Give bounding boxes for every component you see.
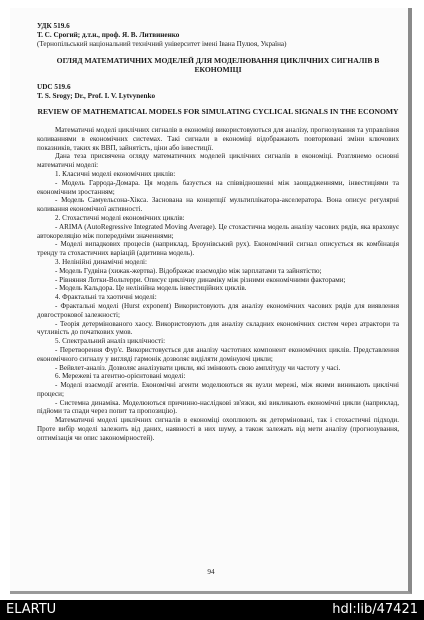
list-item: - Системна динаміка. Моделюються причинно-наслідкові зв'язки, які викликають економічні цикли (наприклад, підйоми та спади через попит та пропозицію).	[37, 398, 399, 416]
list-item: - Модель Кальдора. Це нелінійна модель інвестиційних циклів.	[55, 284, 247, 293]
list-heading: 5. Спектральний аналіз циклічності:	[55, 337, 166, 346]
list-item: - Фрактальні моделі (Hurst exponent) Використовують для аналізу економічних часових рядів для виявлення довгострокової залежності;	[37, 301, 399, 319]
list-item: - Модель Самуельсона-Хікса. Заснована на концепції мультиплікатора-акселератора. Вона описує регулярні коливання економічної активності.	[37, 196, 399, 214]
title-en: REVIEW OF MATHEMATICAL MODELS FOR SIMULATING CYCLICAL SIGNALS IN THE ECONOMY	[37, 106, 399, 116]
list-heading: 4. Фрактальні та хаотичні моделі:	[55, 293, 157, 302]
affiliation-ua: (Тернопільський національний технічний університет імені Івана Пулюя, Україна)	[37, 39, 287, 48]
repository-brand: ELARTU	[6, 602, 57, 617]
authors-en: T. S. Srogy; Dr., Prof. I. V. Lytvynenko	[37, 92, 156, 101]
list-heading: 3. Нелінійні динамічні моделі:	[55, 257, 147, 266]
body-text	[37, 126, 399, 443]
list-item: - Модель Гудвіна (хижак-жертва). Відображає взаємодію між зарплатами та зайнятістю;	[55, 266, 322, 275]
list-item: - Теорія детермінованого хаосу. Використовують для аналізу складних економічних систем через атрактори та чутливість до початкових умов.	[37, 319, 399, 337]
list-item: - ARIMA (AutoRegressive Integrated Moving Average). Це стохастична модель аналізу часових рядів, яка враховує автокореляцію між попередніми значеннями;	[37, 222, 399, 240]
paragraph: Дана теза присвячена огляду математичних моделей циклічних сигналів в економіці. Розглянемо основні математичні моделі:	[37, 152, 399, 170]
document-handle: hdl:lib/47421	[332, 602, 418, 617]
list-heading: 6. Мережеві та агентно-орієнтовані моделі:	[55, 372, 186, 381]
list-item: - Моделі взаємодії агентів. Економічні агенти моделюються як вузли мережі, між якими виникають циклічні процеси;	[37, 381, 399, 398]
list-heading: 2. Стохастичні моделі економічних циклів:	[55, 213, 185, 222]
list-item: - Рівняння Лотки-Вольтерри. Описує циклічну динаміку між різними економічними факторами;	[55, 275, 346, 284]
list-item: - Перетворення Фур'є. Використовується для аналізу частотних компонент економічних циклів. Представлення економічного сигналу у вигляді гармонік дозволяє виділяти домінуючі цикли;	[37, 345, 399, 363]
list-item: - Модель Гаррода-Домара. Ця модель базується на співвідношенні між заощадженнями, інвестиціями та економічним зростанням;	[37, 178, 399, 196]
udc-ua: УДК 519.6	[37, 22, 70, 30]
list-item: - Вейвлет-аналіз. Дозволяє аналізувати цикли, які змінюють свою амплітуду чи частоту у часі.	[55, 363, 341, 372]
page-content	[37, 22, 399, 443]
udc-en: UDC 519.6	[37, 83, 71, 92]
page-number: 94	[207, 568, 215, 576]
list-item: - Моделі випадкових процесів (наприклад, Броунівський рух). Економічний сигнал описується як комбінація тренду та стохастичних варіацій (адитивна модель).	[37, 240, 399, 258]
list-heading: 1. Класичні моделі економічних циклів:	[55, 169, 176, 178]
paragraph: Математичні моделі циклічних сигналів в економіці використовуються для аналізу, прогнозування та управління коливаннями в економічних системах. Такі сигнали в економіці відображають повторювані зміни ключових показників, таких як ВВП, зайнятість, ціни або інвестиції.	[37, 125, 399, 152]
paragraph: Математичні моделі циклічних сигналів в економіці охоплюють як детерміновані, так і стохастичні підходи. Проте вибір моделі залежить від даних, наявності в них шуму, а також залежать від мети аналізу (прогнозування, оптимізація чи опис закономірностей).	[37, 416, 399, 442]
title-ua: ОГЛЯД МАТЕМАТИЧНИХ МОДЕЛЕЙ ДЛЯ МОДЕЛЮВАННЯ ЦИКЛІЧНИХ СИГНАЛІВ В ЕКОНОМІЦІ	[56, 56, 380, 75]
document-page	[10, 8, 412, 594]
authors-ua: Т. С. Срогий; д.т.н., проф. Я. В. Литвиненко	[37, 30, 180, 39]
